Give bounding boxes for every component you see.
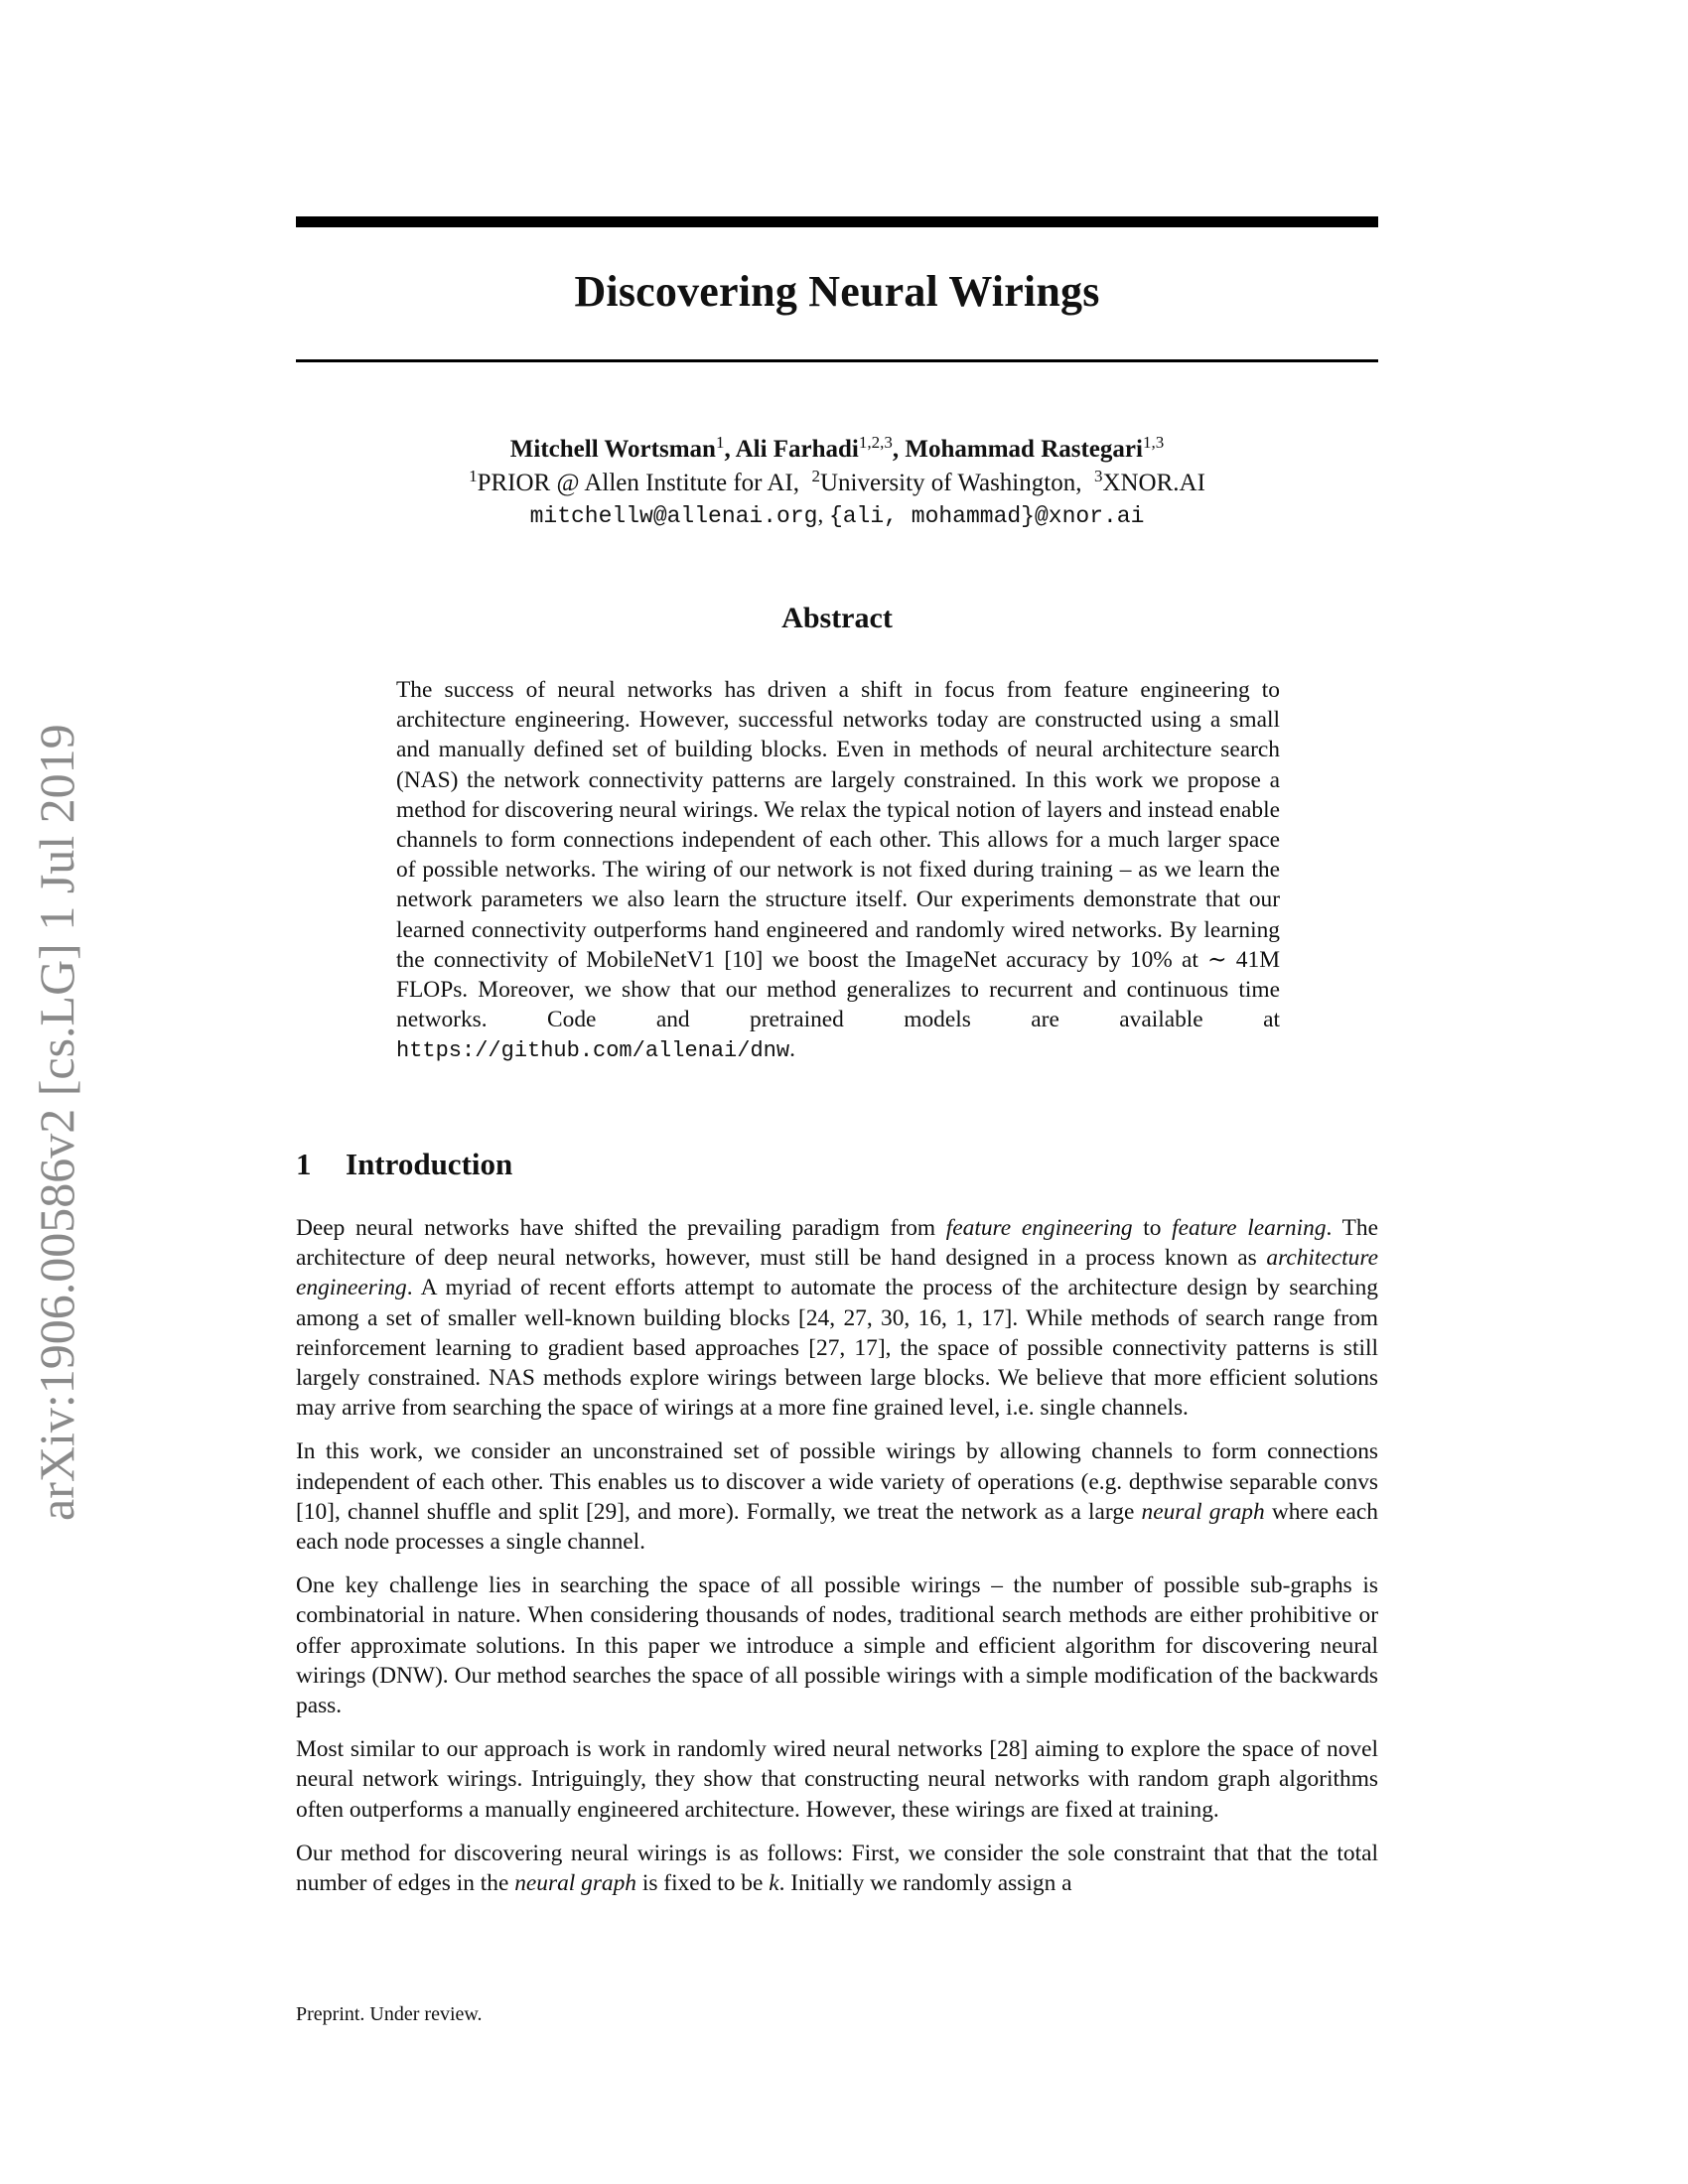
author-name: Mitchell Wortsman: [509, 436, 716, 463]
section-number: 1: [296, 1147, 312, 1181]
affiliation: PRIOR @ Allen Institute for AI,: [477, 470, 799, 496]
paragraph: Our method for discovering neural wirings is as follows: First, we consider the sole constraint that that the total number of edges in the neural graph is fixed to be k. Initially we randomly assign a: [296, 1840, 1378, 1897]
author-name: Mohammad Rastegari: [905, 436, 1143, 463]
affiliations: $^1$PRIOR @ Allen Institute for AI, $^2$University of Washington, $^3$XNOR.AI: [469, 467, 1205, 496]
introduction-body: [296, 1213, 1378, 1912]
arxiv-sidebar-stamp: arXiv:1906.00586v2 [cs.LG] 1 Jul 2019: [29, 724, 84, 1521]
email: mitchellw@allenai.org: [529, 503, 818, 529]
code-url-link[interactable]: https://github.com/allenai/dnw: [396, 1038, 790, 1064]
affiliation: University of Washington,: [819, 470, 1082, 496]
paper-title: Discovering Neural Wirings: [574, 267, 1100, 316]
author-name: Ali Farhadi: [735, 436, 859, 463]
email: {ali, mohammad}@xnor.ai: [828, 503, 1145, 529]
section-title: Introduction: [346, 1147, 513, 1181]
author-affil-mark: 1: [715, 433, 725, 452]
affiliation: XNOR.AI: [1102, 470, 1205, 496]
paragraph: Most similar to our approach is work in randomly wired neural networks [28] aiming to explore the space of novel neural network wirings. Intriguingly, they show that constructing neural networks with random graph algorithms often outperforms a manually engineered architecture. However, these wirings are fixed at training.: [296, 1736, 1378, 1823]
author-emails: mitchellw@allenai.org, {ali, mohammad}@xnor.ai: [529, 502, 1145, 529]
author-list: Mitchell Wortsman$^1$, Ali Farhadi$^{1,2,3}$, Mohammad Rastegari$^{1,3}$: [509, 433, 1165, 463]
section-heading-introduction: [296, 1147, 512, 1182]
title-top-rule: [296, 216, 1378, 227]
abstract-text: The success of neural networks has driven a shift in focus from feature engineering to architecture engineering. However, successful networks today are constructed using a small and manually defined set of building blocks. Even in methods of neural architecture search (NAS) the network connectivity patterns are largely constrained. In this work we propose a method for discovering neural wirings. We relax the typical notion of layers and instead enable channels to form connections independent of each other. This allows for a much larger space of possible networks. The wiring of our network is not fixed during training – as we learn the network parameters we also learn the structure itself. Our experiments demonstrate that our learned connectivity outperforms hand engineered and randomly wired networks. By learning the connectivity of MobileNetV1 [10] we boost the ImageNet accuracy by 10% at ∼ 41M FLOPs. Moreover, we show that our method generalizes to recurrent and continuous time networks. Code and pretrained models are available at https://github.com/allenai/dnw.: [396, 677, 1280, 1064]
abstract-heading: Abstract: [781, 602, 893, 634]
author-affil-mark: 1,3: [1142, 433, 1165, 452]
title-bottom-rule: [296, 359, 1378, 362]
footer-note: Preprint. Under review.: [296, 2003, 483, 2025]
paragraph: Deep neural networks have shifted the prevailing paradigm from feature engineering to feature learning. The architecture of deep neural networks, however, must still be hand designed in a process known as architecture engineering. A myriad of recent efforts attempt to automate the process of the architecture design by searching among a set of smaller well-known building blocks [24, 27, 30, 16, 1, 17]. While methods of search range from reinforcement learning to gradient based approaches [27, 17], the space of possible connectivity patterns is still largely constrained. NAS methods explore wirings between large blocks. We believe that more efficient solutions may arrive from searching the space of wirings at a more fine grained level, i.e. single channels.: [296, 1215, 1378, 1422]
paragraph: One key challenge lies in searching the space of all possible wirings – the number of possible sub-graphs is combinatorial in nature. When considering thousands of nodes, traditional search methods are either prohibitive or offer approximate solutions. In this paper we introduce a simple and efficient algorithm for discovering neural wirings (DNW). Our method searches the space of all possible wirings with a simple modification of the backwards pass.: [296, 1572, 1378, 1719]
author-affil-mark: 1,2,3: [858, 433, 893, 452]
paragraph: In this work, we consider an unconstrained set of possible wirings by allowing channels to form connections independent of each other. This enables us to discover a wide variety of operations (e.g. depthwise separable convs [10], channel shuffle and split [29], and more). Formally, we treat the network as a large neural graph where each each node processes a single channel.: [296, 1438, 1378, 1556]
